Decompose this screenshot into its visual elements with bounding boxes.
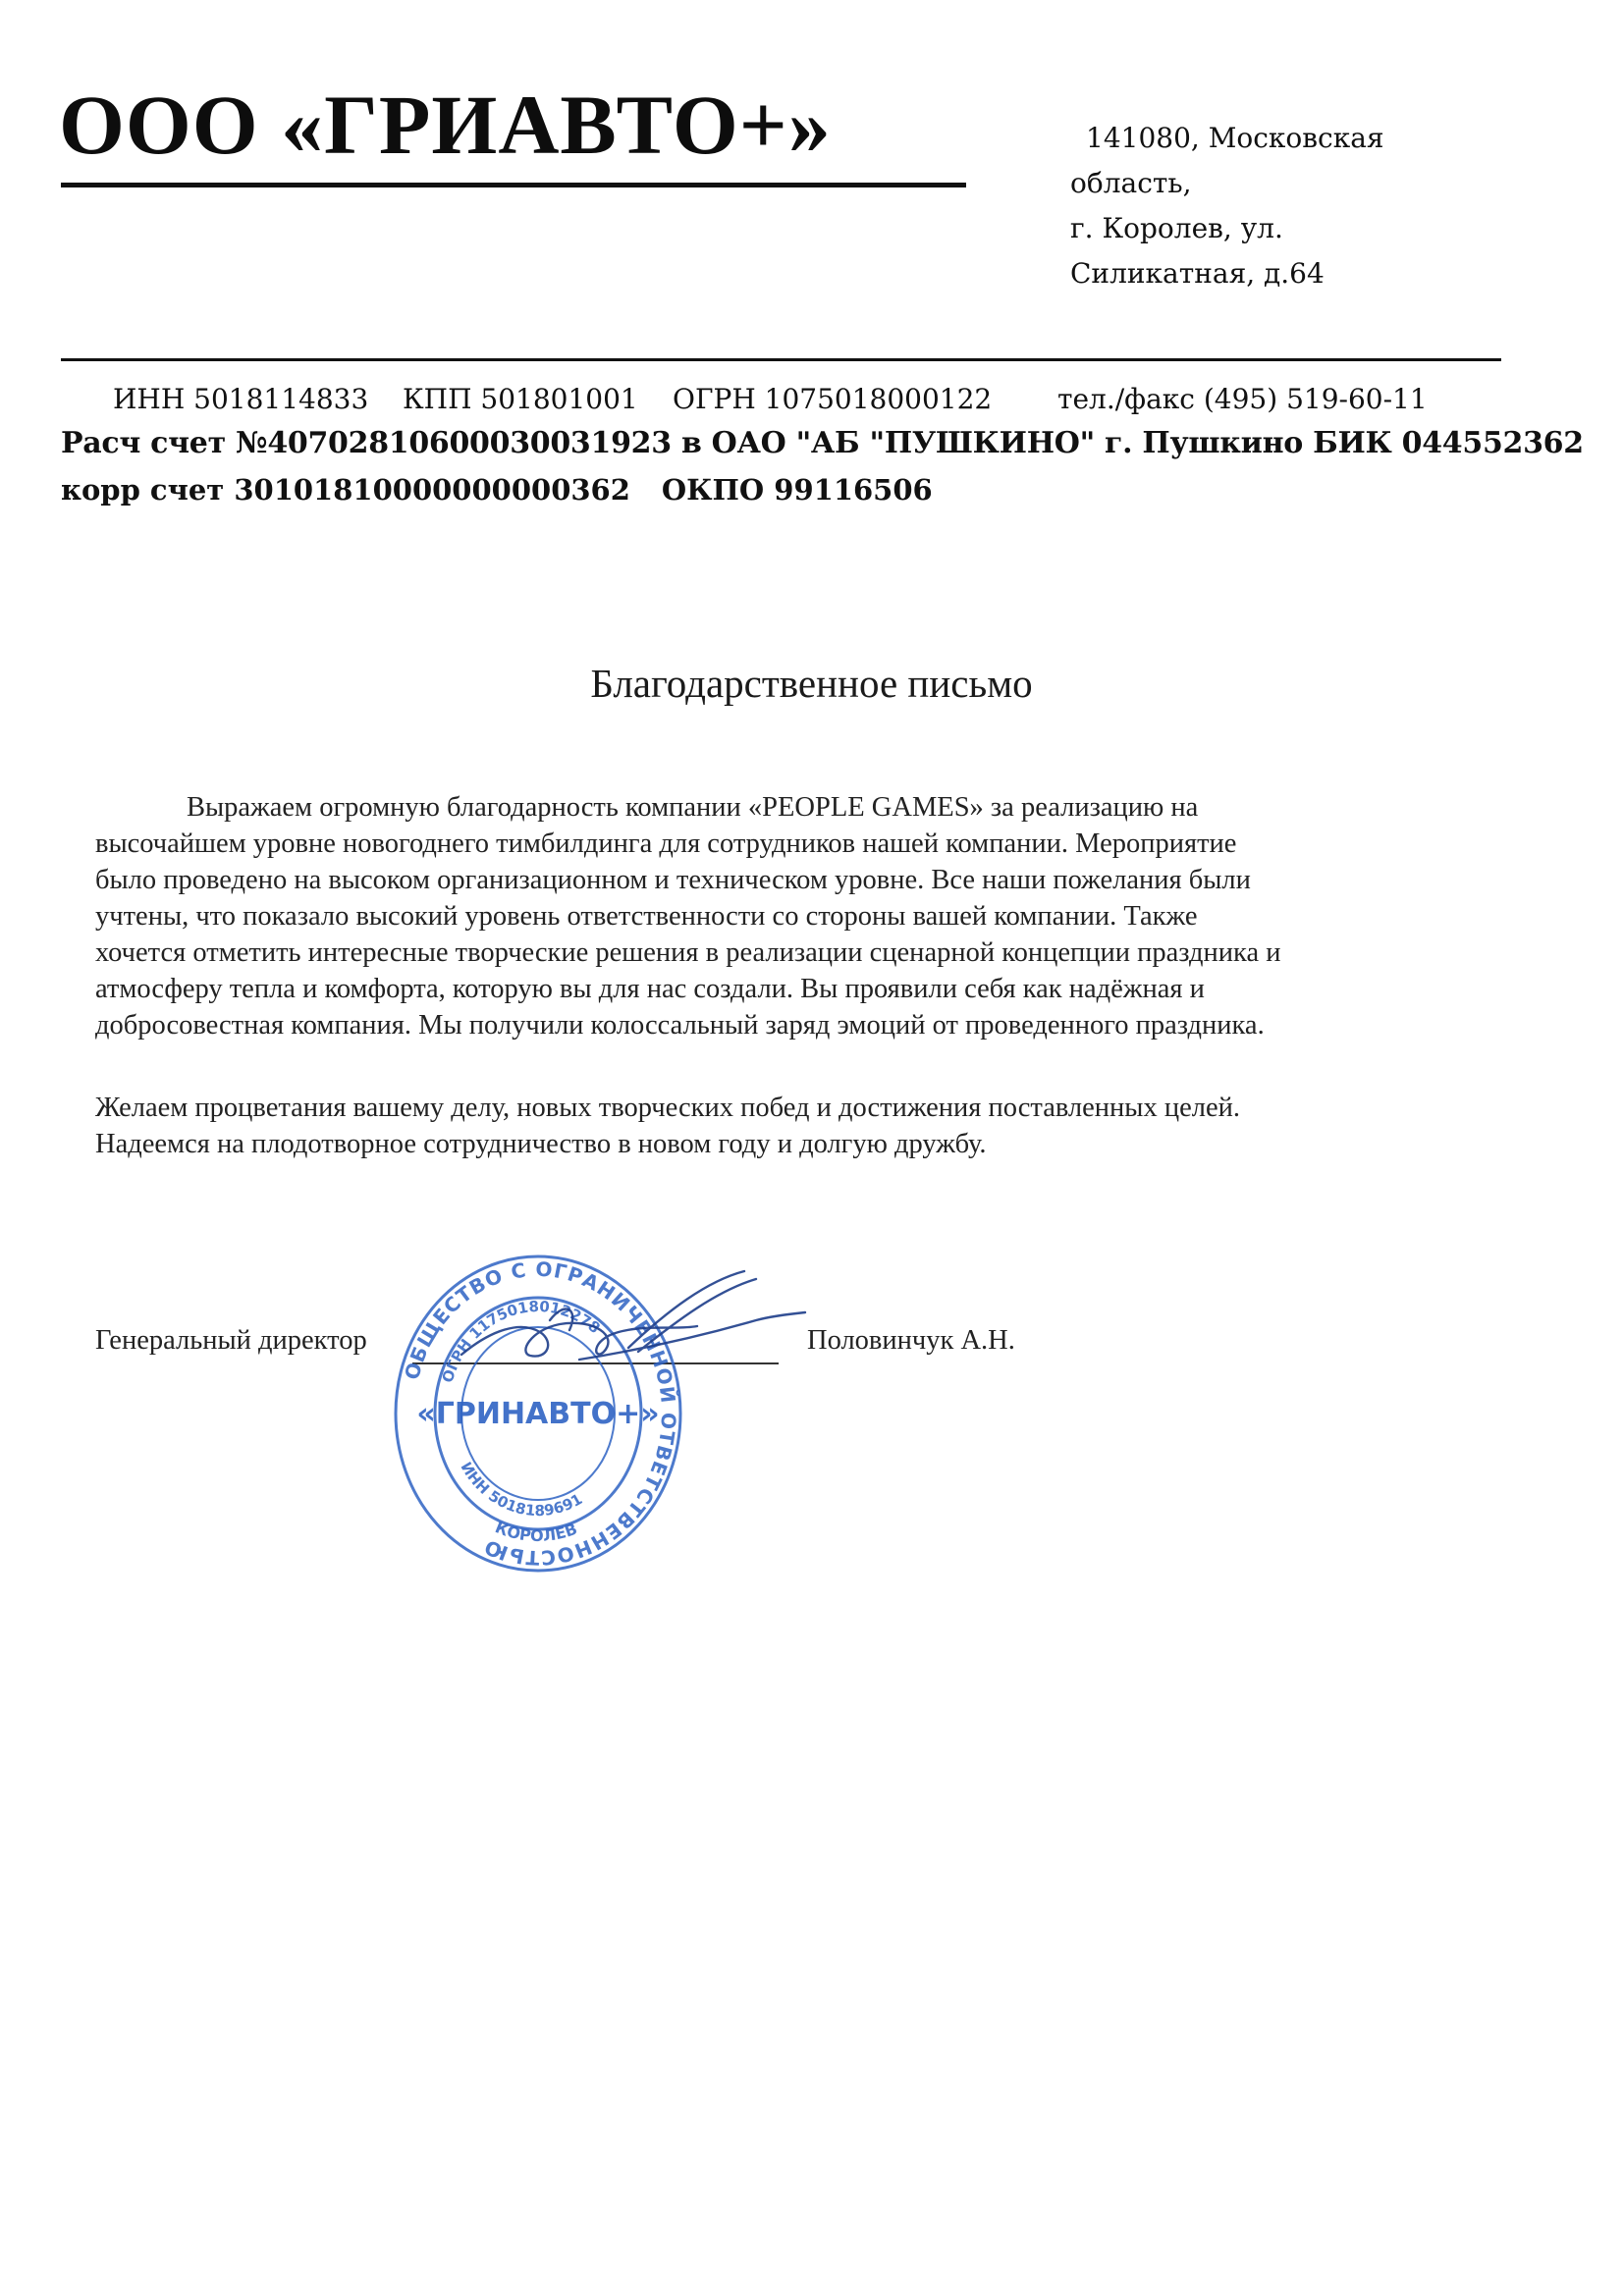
requisites-line-3 bbox=[61, 473, 933, 507]
paragraph-line: добросовестная компания. Мы получили колоссальный заряд эмоций от проведенного праздника. bbox=[95, 1010, 1265, 1041]
stamp-ogrn-text: ОГРН 1175018012278 bbox=[438, 1297, 604, 1385]
okpo: ОКПО 99116506 bbox=[661, 473, 933, 507]
signatory-name: Половинчук А.Н. bbox=[807, 1325, 1015, 1356]
paragraph-line: Выражаем огромную благодарность компании «PEOPLE GAMES» за реализацию на bbox=[187, 792, 1199, 823]
paragraph-line: хочется отметить интересные творческие решения в реализации сценарной концепции праздника и bbox=[95, 937, 1281, 968]
kpp: КПП 501801001 bbox=[403, 383, 638, 415]
wishes-line: Желаем процветания вашему делу, новых творческих побед и достижения поставленных целей. bbox=[95, 1093, 1240, 1123]
paragraph-line: учтены, что показало высокий уровень ответственности со стороны вашей компании. Также bbox=[95, 901, 1198, 932]
letter-title: Благодарственное письмо bbox=[590, 661, 1033, 706]
phone-fax: тел./факс (495) 519-60-11 bbox=[1057, 383, 1428, 415]
stamp-outer-text: ОБЩЕСТВО С ОГРАНИЧЕННОЙ ОТВЕТСТВЕННОСТЬЮ bbox=[400, 1256, 681, 1571]
signatory-role: Генеральный директор bbox=[95, 1325, 367, 1356]
stamp-inn-text: ИНН 5018189691 bbox=[457, 1459, 586, 1521]
ogrn: ОГРН 1075018000122 bbox=[673, 383, 993, 415]
wishes-line: Надеемся на плодотворное сотрудничество в новом году и долгую дружбу. bbox=[95, 1129, 987, 1159]
company-name-underline bbox=[61, 183, 966, 187]
paragraph-line: было проведено на высоком организационном и техническом уровне. Все наши пожелания были bbox=[95, 865, 1251, 895]
paragraph-line: атмосферу тепла и комфорта, которую вы для нас создали. Вы проявили себя как надёжная и bbox=[95, 974, 1205, 1004]
address-line: 141080, Московская bbox=[1086, 122, 1384, 154]
inn: ИНН 5018114833 bbox=[113, 383, 369, 415]
paragraph-line: высочайшем уровне новогоднего тимбилдинга для сотрудников нашей компании. Мероприятие bbox=[95, 828, 1237, 859]
header-rule bbox=[61, 358, 1501, 361]
stamp-center-text: «ГРИНАВТО+» bbox=[416, 1397, 660, 1431]
address-line: область, bbox=[1070, 167, 1192, 199]
address-line: Силикатная, д.64 bbox=[1070, 257, 1325, 290]
letter-paragraph bbox=[95, 789, 1482, 1043]
address-line: г. Королев, ул. bbox=[1070, 212, 1283, 244]
company-address bbox=[1070, 116, 1443, 296]
corr-account: корр счет 30101810000000000362 bbox=[61, 473, 630, 507]
bank-account-line: Расч счет №40702810600030031923 в ОАО "АБ "ПУШКИНО" г. Пушкино БИК 044552362 bbox=[61, 426, 1584, 460]
stamp-city-text: КОРОЛЕВ bbox=[492, 1518, 580, 1546]
handwritten-signature bbox=[432, 1261, 825, 1379]
letter-wishes bbox=[95, 1090, 1240, 1162]
company-name: ООО «ГРИАВТО+» bbox=[59, 78, 832, 172]
